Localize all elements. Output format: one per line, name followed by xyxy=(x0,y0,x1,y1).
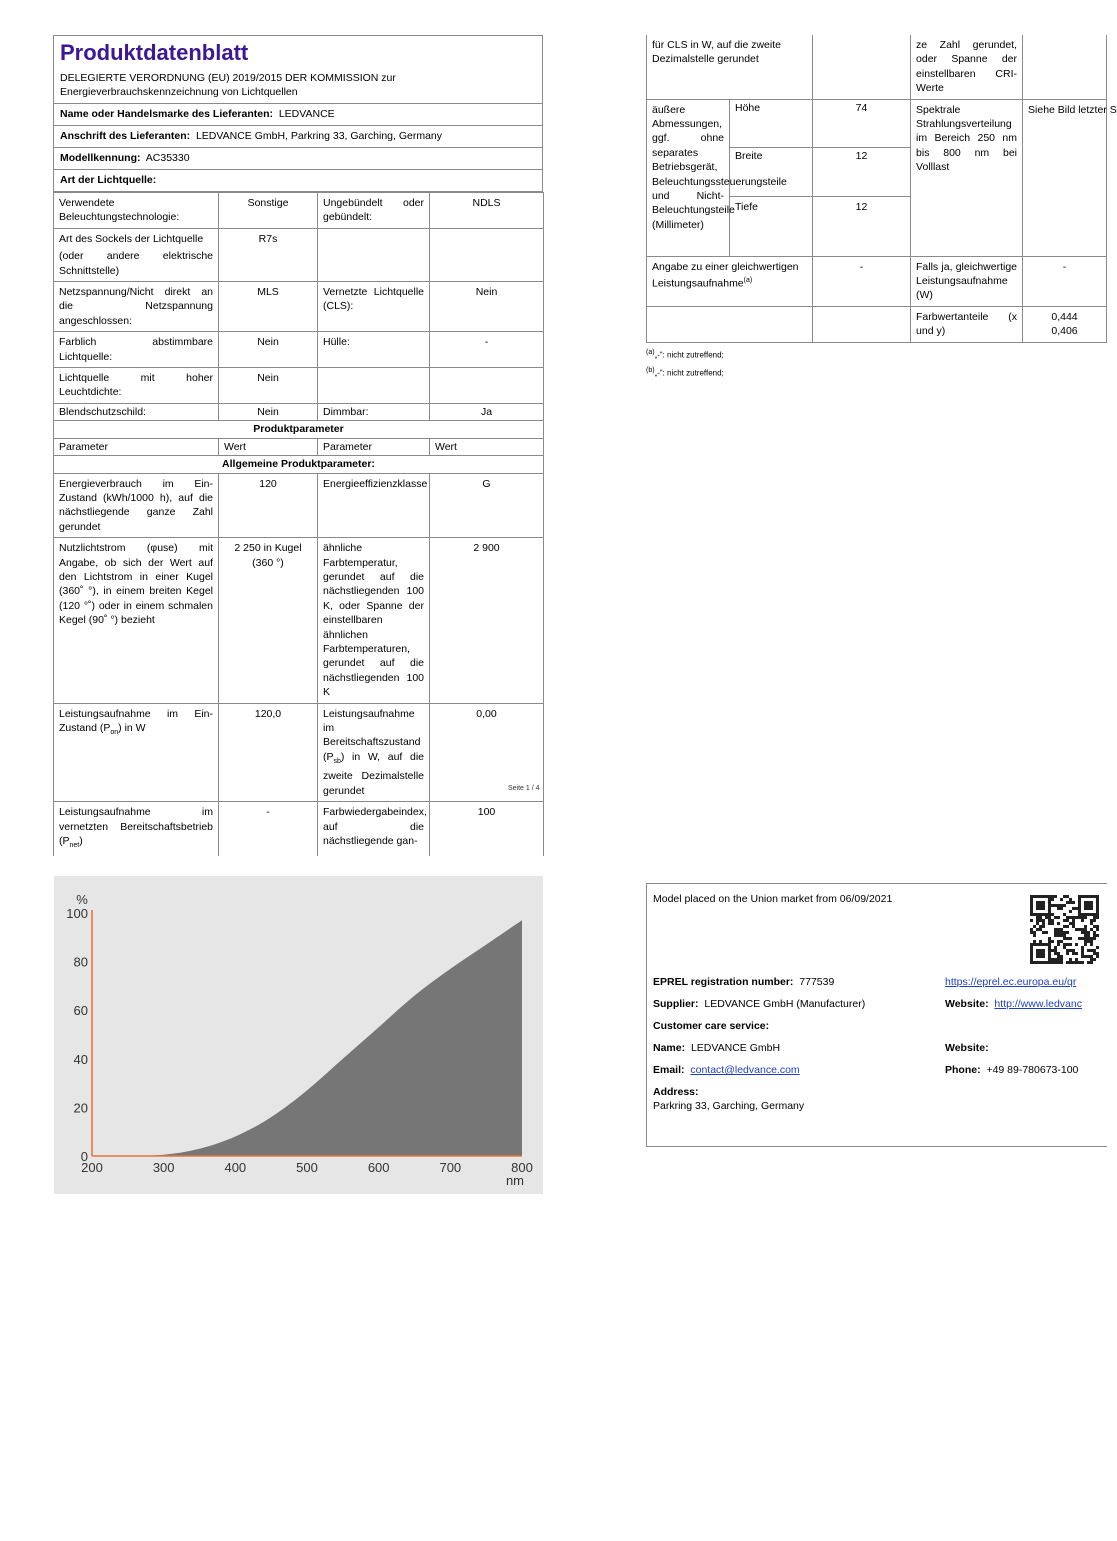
y-tick-label: 60 xyxy=(73,1003,88,1019)
mains-value: MLS xyxy=(219,282,318,332)
table-row xyxy=(647,99,1107,148)
name-row: Name: LEDVANCE GmbH xyxy=(653,1042,781,1054)
pnet-label: Leistungsaufnahme im vernetzten Bereitschaftsbetrieb $(P_{net})$ xyxy=(54,802,219,857)
table-row xyxy=(647,35,1107,99)
height-label: Höhe xyxy=(730,99,813,148)
cls-label: Vernetzte Lichtquelle (CLS): xyxy=(318,282,430,332)
footnote-a: $^{(a)}$„-“: nicht zutreffend; xyxy=(646,348,724,360)
name-value: LEDVANCE GmbH xyxy=(690,1042,781,1054)
col-header-param: Parameter xyxy=(54,438,219,455)
psb-label: Leistungsaufnahme im Bereitschaftszustand $(P_{sb})$ in W, auf die zweite Dezimalstelle gerundet xyxy=(318,703,430,802)
header-box xyxy=(53,35,543,192)
spectral-value: Siehe Bild letzter S xyxy=(1023,99,1107,256)
model-value: AC35330 xyxy=(145,152,190,164)
table-row xyxy=(54,228,544,281)
x-tick-label: 200 xyxy=(81,1160,103,1175)
dimmable-label: Dimmbar: xyxy=(318,403,430,420)
website-link[interactable]: http://www.ledvanc xyxy=(994,998,1082,1010)
col-header-param-2: Parameter xyxy=(318,438,430,455)
eprel-link[interactable]: https://eprel.ec.europa.eu/qr xyxy=(945,976,1077,988)
y-axis-label: % xyxy=(76,892,88,907)
model-row xyxy=(54,148,542,170)
empty-cell xyxy=(1023,35,1107,99)
tech-value: Sonstige xyxy=(219,193,318,229)
cls-continued-text: für CLS in W, auf die zweite Dezimalstelle gerundet xyxy=(647,35,813,99)
email-link[interactable]: contact@ledvance.com xyxy=(690,1064,800,1076)
supplier-name-row xyxy=(54,104,542,126)
mains-label: Netzspannung/Nicht direkt an die Netzspannung angeschlossen: xyxy=(54,282,219,332)
flux-value: 2 250 in Kugel (360 °) xyxy=(219,538,318,703)
phone-value: +49 89-780673-100 xyxy=(986,1064,1079,1076)
table-row xyxy=(54,421,544,438)
table-row xyxy=(647,256,1107,306)
socket-label-2: (oder andere elektrische Schnittstelle) xyxy=(59,250,213,277)
depth-label: Tiefe xyxy=(730,196,813,256)
hld-value: Nein xyxy=(219,368,318,404)
cls-value: Nein xyxy=(430,282,544,332)
parameter-table-continued xyxy=(646,35,1117,343)
parameter-table xyxy=(53,192,544,856)
x-tick-label: 800 xyxy=(511,1160,533,1175)
table-row xyxy=(54,538,544,703)
y-tick-label: 40 xyxy=(73,1051,88,1067)
product-params-header: Produktparameter xyxy=(54,421,544,438)
equivalent-power-w-label: Falls ja, gleichwertige Leistungsaufnahme (W) xyxy=(911,256,1023,306)
dimensions-label: äußere Abmessungen, ggf. ohne separates Betriebsgerät, Beleuchtungssteuerungsteile und Nicht-Beleuchtungsteile (Millimeter) xyxy=(647,99,730,256)
supplier-address-label: Anschrift des Lieferanten: xyxy=(60,130,191,142)
col-header-value: Wert xyxy=(219,438,318,455)
spectral-label: Spektrale Strahlungsverteilung im Bereich 250 nm bis 800 nm bei Volllast xyxy=(911,99,1023,256)
supplier-value: LEDVANCE GmbH (Manufacturer) xyxy=(704,998,866,1010)
email-row: Email: contact@ledvance.com xyxy=(653,1064,800,1076)
table-row xyxy=(54,403,544,420)
supplier-name-value: LEDVANCE xyxy=(278,108,335,120)
table-row xyxy=(54,456,544,473)
equivalent-power-value: - xyxy=(813,256,911,306)
chromaticity-x: 0,444 xyxy=(1051,310,1078,323)
table-row xyxy=(54,282,544,332)
table-row xyxy=(54,703,544,802)
table-row xyxy=(54,473,544,538)
tunable-label: Farblich abstimmbare Lichtquelle: xyxy=(54,332,219,368)
energy-class-label: Energieeffizienzklasse xyxy=(318,473,430,538)
empty-cell xyxy=(813,35,911,99)
table-row xyxy=(54,438,544,455)
datasheet-page-2 xyxy=(646,35,1117,382)
light-source-type-row xyxy=(54,170,542,192)
empty-cell xyxy=(647,306,813,342)
empty-cell xyxy=(813,306,911,342)
website-row: Website: http://www.ledvanc xyxy=(945,998,1082,1010)
equivalent-power-w-value: - xyxy=(1023,256,1107,306)
supplier-name-label: Name oder Handelsmarke des Lieferanten: xyxy=(60,108,273,120)
cct-label: ähnliche Farbtemperatur, gerundet auf die nächstliegenden 100 K, oder Spanne der einstellbaren ähnlichen Farbtemperaturen, gerundet auf die nächstliegenden 100 K xyxy=(318,538,430,703)
market-placement-text: Model placed on the Union market from 06/09/2021 xyxy=(653,893,893,905)
y-tick-label: 80 xyxy=(73,954,88,970)
x-tick-label: 400 xyxy=(224,1160,247,1175)
psb-value: 0,00 xyxy=(430,703,544,802)
width-label: Breite xyxy=(730,148,813,197)
col-header-value-2: Wert xyxy=(430,438,544,455)
model-label: Modellkennung: xyxy=(60,152,141,164)
eprel-row: EPREL registration number: 777539 xyxy=(653,976,835,988)
general-params-header: Allgemeine Produktparameter: xyxy=(54,456,544,473)
chart-svg xyxy=(54,876,543,1194)
energy-class-value: G xyxy=(430,473,544,538)
cri-value: 100 xyxy=(430,802,544,857)
cct-value: 2 900 xyxy=(430,538,544,703)
website2-row: Website: xyxy=(945,1042,989,1054)
equivalent-power-label: Angabe zu einer gleichwertigen Leistungsaufnahme$^{(a)}$ xyxy=(647,256,813,306)
table-row xyxy=(54,193,544,229)
qr-code-icon xyxy=(1030,895,1110,965)
x-tick-label: 500 xyxy=(296,1160,318,1175)
energy-value: 120 xyxy=(219,473,318,538)
table-row xyxy=(54,332,544,368)
pnet-value: - xyxy=(219,802,318,857)
supplier-row: Supplier: LEDVANCE GmbH (Manufacturer) xyxy=(653,998,866,1010)
x-tick-label: 600 xyxy=(367,1160,390,1175)
chromaticity-label: Farbwertanteile (x und y) xyxy=(911,306,1023,342)
page-number: Seite 1 / 4 xyxy=(508,785,540,792)
y-tick-label: 100 xyxy=(66,906,88,921)
datasheet-page-1 xyxy=(53,35,543,856)
x-axis-label: nm xyxy=(505,1173,524,1188)
table-row xyxy=(647,306,1107,342)
table-row xyxy=(54,802,544,857)
socket-label-cell xyxy=(54,228,219,281)
flux-label: Nutzlichtstrom (φuse) mit Angabe, ob sich der Wert auf den Lichtstrom in einer Kugel (360˚ °), in einem breiten Kegel (120 °˚) oder in einem schmalen Kegel (90˚ °) bezieht xyxy=(54,538,219,703)
phone-row: Phone: +49 89-780673-100 xyxy=(945,1064,1079,1076)
depth-value: 12 xyxy=(813,196,911,256)
pon-value: 120,0 xyxy=(219,703,318,802)
bundled-label: Ungebündelt oder gebündelt: xyxy=(318,193,430,229)
supplier-address-row xyxy=(54,126,542,148)
y-tick-label: 0 xyxy=(80,1149,88,1164)
envelope-value: - xyxy=(430,332,544,368)
spectral-distribution-chart xyxy=(54,876,543,1194)
socket-label: Art des Sockels der Lichtquelle xyxy=(59,232,204,245)
tech-label: Verwendete Beleuchtungstechnologie: xyxy=(54,193,219,229)
chromaticity-value xyxy=(1023,306,1107,342)
x-tick-label: 300 xyxy=(152,1160,175,1175)
table-row xyxy=(54,368,544,404)
empty-cell xyxy=(318,368,430,404)
empty-cell xyxy=(430,228,544,281)
height-value: 74 xyxy=(813,99,911,148)
cri-label: Farbwiedergabeindex, auf die nächstliegende gan- xyxy=(318,802,430,857)
shield-value: Nein xyxy=(219,403,318,420)
light-source-type-label: Art der Lichtquelle: xyxy=(60,174,157,186)
width-value: 12 xyxy=(813,148,911,197)
empty-cell xyxy=(318,228,430,281)
chromaticity-y: 0,406 xyxy=(1051,325,1078,338)
customer-care-label: Customer care service: xyxy=(653,1020,770,1032)
x-tick-label: 700 xyxy=(439,1160,462,1175)
supplier-address-value: LEDVANCE GmbH, Parkring 33, Garching, Germany xyxy=(195,130,443,142)
pon-label: Leistungsaufnahme im Ein-Zustand $(P_{on})$ in W xyxy=(54,703,219,802)
bundled-value: NDLS xyxy=(430,193,544,229)
socket-value: R7s xyxy=(219,228,318,281)
tunable-value: Nein xyxy=(219,332,318,368)
regulation-text: DELEGIERTE VERORDNUNG (EU) 2019/2015 DER KOMMISSION zur Energieverbrauchskennzeichnung von Lichtquellen xyxy=(60,72,396,98)
energy-label: Energieverbrauch im Ein-Zustand (kWh/1000 h), auf die nächstliegende ganze Zahl gerundet xyxy=(54,473,219,538)
spectrum-area xyxy=(92,920,522,1156)
footnote-b: $^{(b)}$„-“: nicht zutreffend; xyxy=(646,367,724,378)
eprel-info-box xyxy=(646,883,1107,1147)
hld-label: Lichtquelle mit hoher Leuchtdichte: xyxy=(54,368,219,404)
envelope-label: Hülle: xyxy=(318,332,430,368)
address-value: Parkring 33, Garching, Germany xyxy=(653,1100,805,1112)
page-title: Produktdatenblatt xyxy=(60,40,249,65)
shield-label: Blendschutzschild: xyxy=(54,403,219,420)
dimmable-value: Ja xyxy=(430,403,544,420)
address-label: Address: xyxy=(653,1086,699,1098)
cri-continued-text: ze Zahl gerundet, oder Spanne der einstellbaren CRI-Werte xyxy=(911,35,1023,99)
empty-cell xyxy=(430,368,544,404)
eprel-number: 777539 xyxy=(799,976,835,988)
y-tick-label: 20 xyxy=(73,1100,88,1116)
